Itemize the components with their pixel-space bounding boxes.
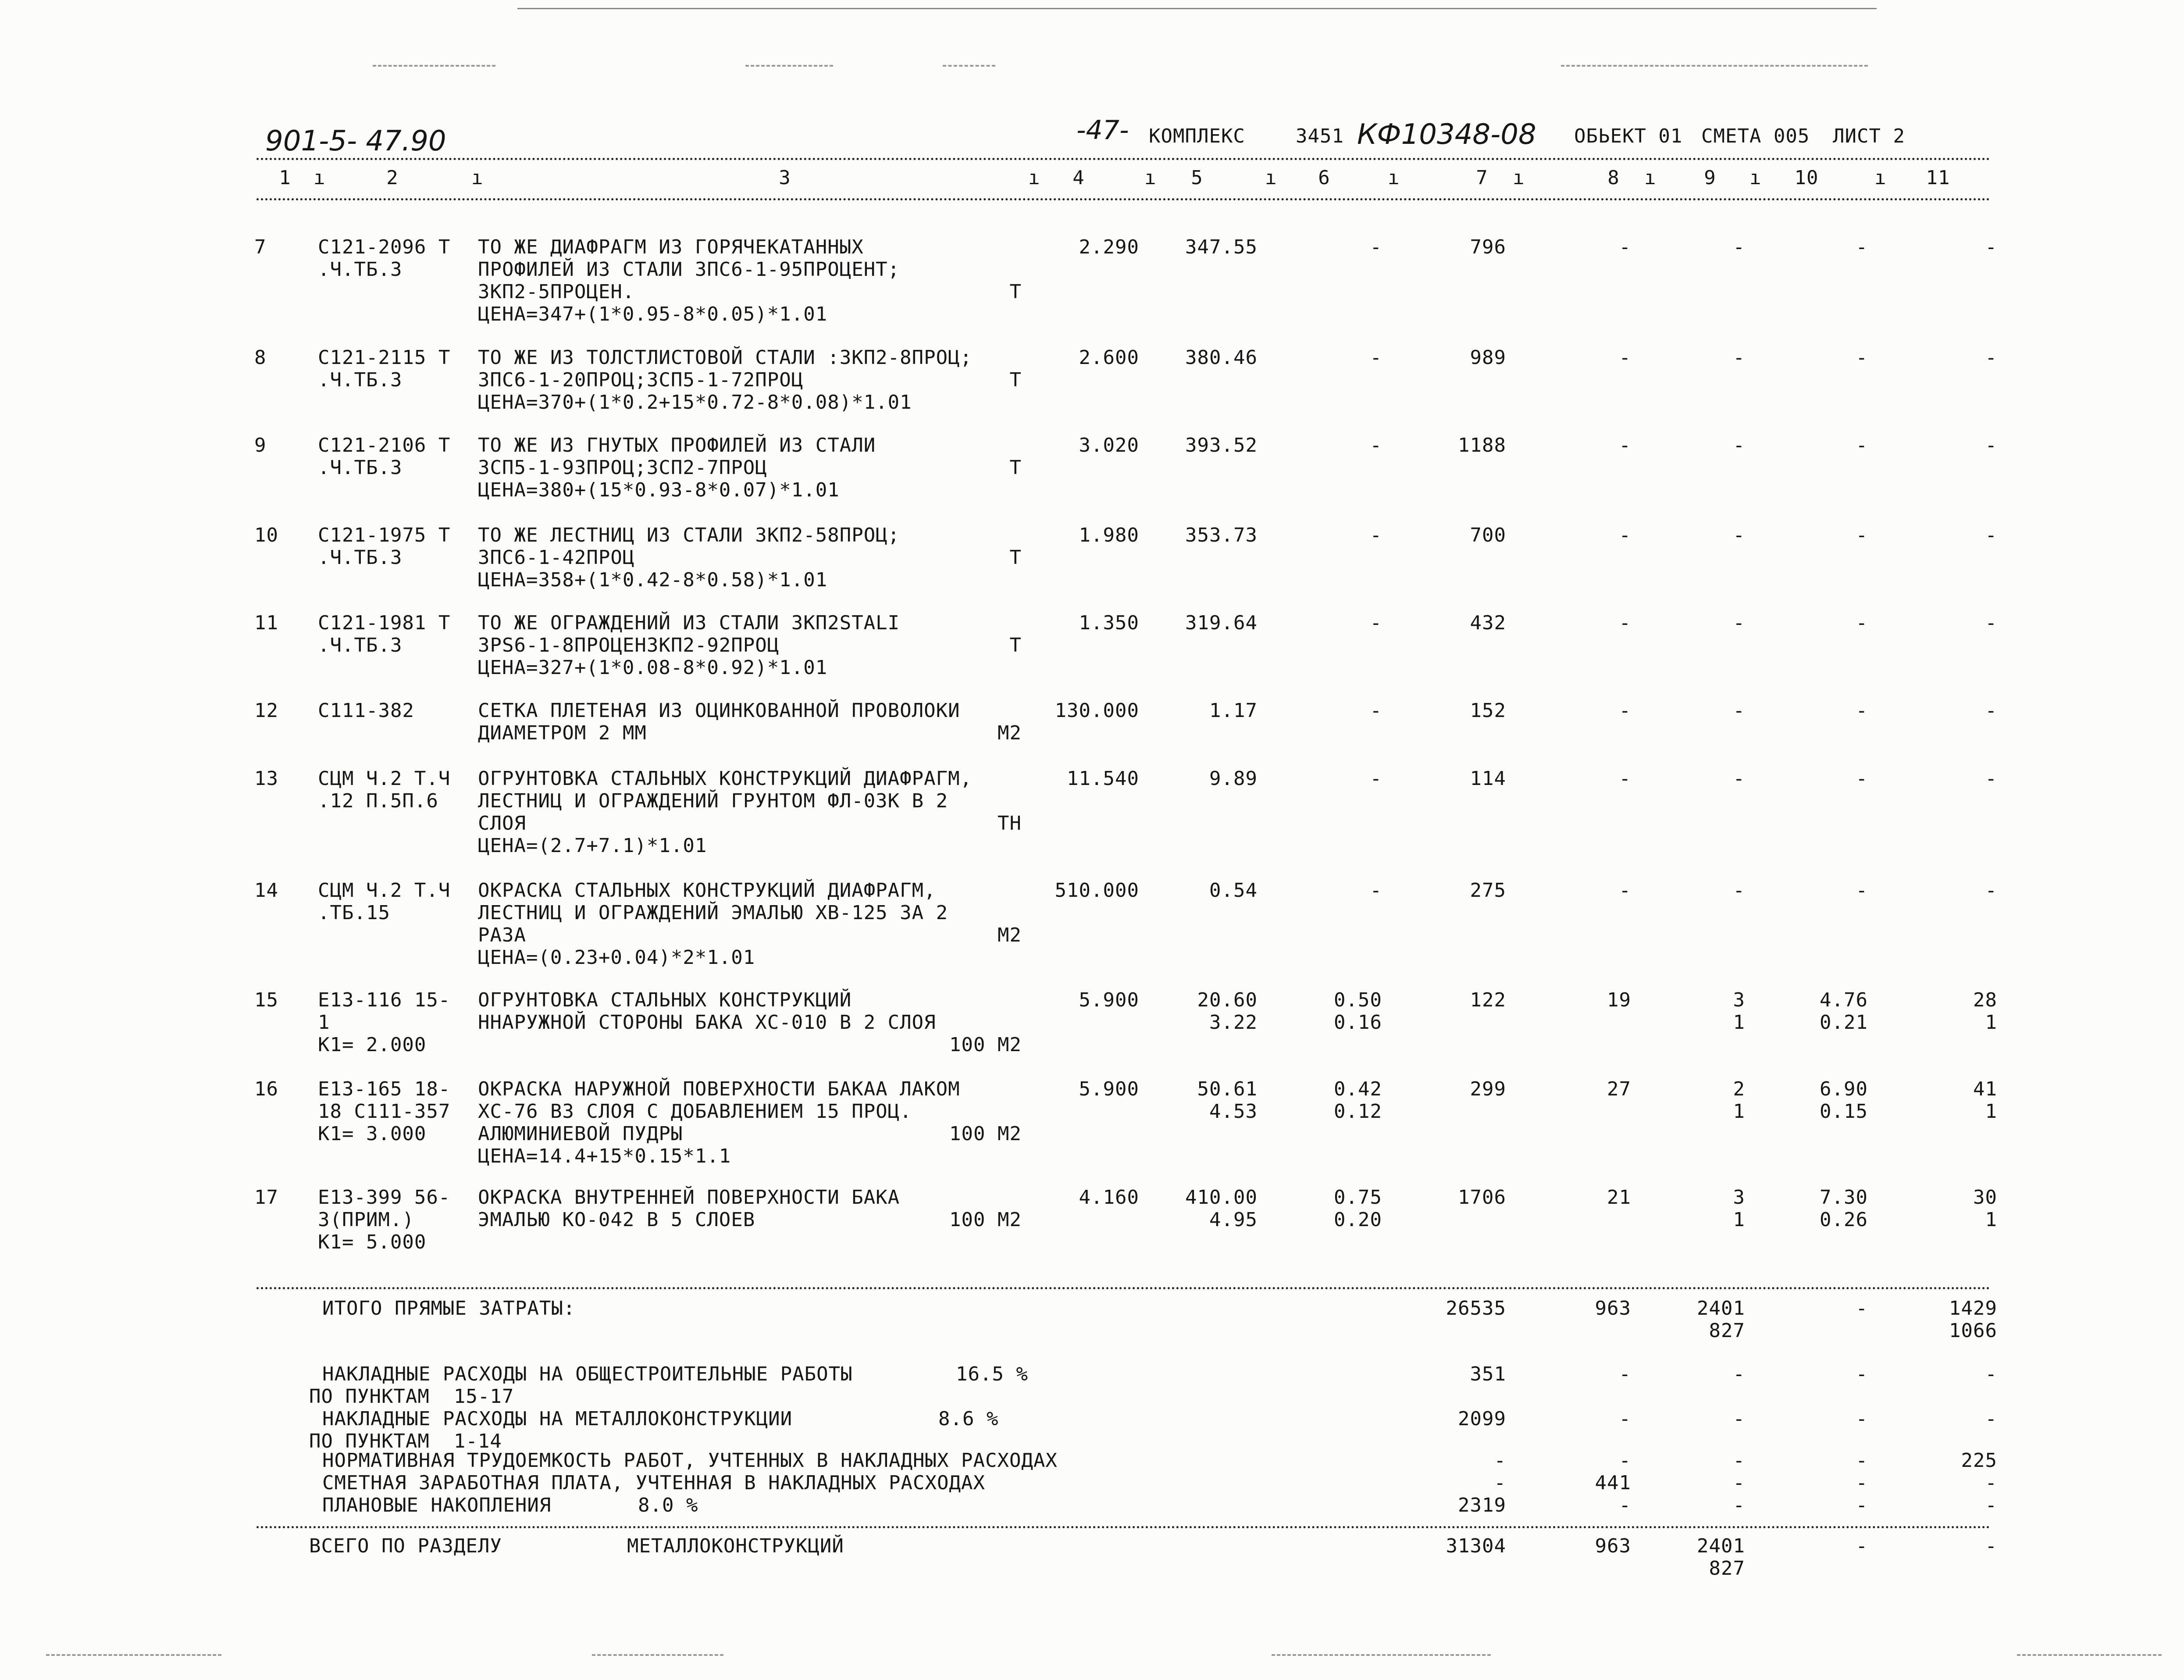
work-description: ДИАМЕТРОМ 2 ММ <box>478 722 647 744</box>
quantity-cell: 4.160 <box>1079 1186 1139 1209</box>
row-number: 10 <box>254 524 278 546</box>
work-description: ЦЕНА=380+(15*0.93-8*0.07)*1.01 <box>478 479 840 501</box>
work-description: 3СП5-1-93ПРОЦ;3СП2-7ПРОЦ <box>478 457 767 479</box>
price-code: Е13-116 15- <box>318 989 451 1011</box>
col8-cell: 19 <box>1607 989 1631 1011</box>
unit-price-cell: 4.53 <box>1209 1100 1258 1123</box>
quantity-cell: 1.980 <box>1079 524 1139 546</box>
page-number-handwritten: -47- <box>1076 115 1129 146</box>
total-cost-cell: 700 <box>1470 524 1506 546</box>
total-col11: - <box>1985 1494 1997 1516</box>
total-cost-cell: 796 <box>1470 236 1506 258</box>
col10-cell: 7.30 <box>1820 1186 1868 1209</box>
col8-cell: - <box>1619 346 1631 369</box>
price-code: К1= 3.000 <box>318 1123 427 1145</box>
price-code: .Ч.ТБ.3 <box>318 457 403 479</box>
col6-cell: - <box>1370 767 1382 790</box>
column-separator: ı <box>314 167 326 189</box>
col10-cell: - <box>1856 434 1868 457</box>
total-col7: 351 <box>1470 1363 1506 1385</box>
total-col10: - <box>1856 1408 1868 1430</box>
unit-of-measure: Т <box>1009 634 1022 656</box>
totals-rule-top <box>257 1287 1991 1289</box>
total-col7: 2099 <box>1458 1408 1506 1430</box>
project-code-handwritten: КФ10348-08 <box>1357 118 1536 151</box>
col9-cell: 3 <box>1733 1186 1745 1209</box>
unit-of-measure: Т <box>1009 457 1022 479</box>
work-description: ЦЕНА=327+(1*0.08-8*0.92)*1.01 <box>478 656 828 679</box>
row-number: 13 <box>254 767 278 790</box>
work-description: ОКРАСКА НАРУЖНОЙ ПОВЕРХНОСТИ БАКАА ЛАКОМ <box>478 1078 960 1100</box>
quantity-cell: 510.000 <box>1055 879 1139 902</box>
total-col9: - <box>1733 1472 1745 1494</box>
scan-artifact-dash <box>1272 1654 1491 1656</box>
scan-artifact-dash <box>46 1654 221 1656</box>
quantity-cell: 2.600 <box>1079 346 1139 369</box>
column-separator: ı <box>1144 167 1157 189</box>
column-separator: ı <box>1749 167 1762 189</box>
col11-cell: - <box>1985 699 1997 722</box>
column-header-3: 3 <box>779 167 791 189</box>
unit-price-cell: 4.95 <box>1209 1209 1258 1231</box>
col11-cell: - <box>1985 236 1997 258</box>
col6-cell: - <box>1370 346 1382 369</box>
col6-cell: - <box>1370 612 1382 634</box>
price-code: С121-2106 Т <box>318 434 451 457</box>
total-cost-cell: 1706 <box>1458 1186 1506 1209</box>
unit-price-cell: 319.64 <box>1185 612 1258 634</box>
price-code: С121-1975 Т <box>318 524 451 546</box>
total-col9: - <box>1733 1494 1745 1516</box>
total-cost-cell: 114 <box>1470 767 1506 790</box>
price-code: Е13-399 56- <box>318 1186 451 1209</box>
unit-price-cell: 20.60 <box>1197 989 1258 1011</box>
price-code: .Ч.ТБ.3 <box>318 258 403 281</box>
col11-cell: - <box>1985 612 1997 634</box>
quantity-cell: 3.020 <box>1079 434 1139 457</box>
unit-price-cell: 1.17 <box>1209 699 1258 722</box>
work-description: ЦЕНА=(2.7+7.1)*1.01 <box>478 835 707 857</box>
price-code: Е13-165 18- <box>318 1078 451 1100</box>
column-separator: ı <box>1265 167 1277 189</box>
col6-cell: 0.12 <box>1334 1100 1382 1123</box>
col9-cell: 1 <box>1733 1209 1745 1231</box>
total-col8: 441 <box>1595 1472 1631 1494</box>
col6-cell: 0.20 <box>1334 1209 1382 1231</box>
complex-label: КОМПЛЕКС <box>1149 125 1245 147</box>
price-code: СЦМ Ч.2 Т.Ч <box>318 767 451 790</box>
unit-of-measure: Т <box>1009 281 1022 303</box>
total-col9: - <box>1733 1449 1745 1472</box>
column-header-7: 7 <box>1476 167 1488 189</box>
unit-price-cell: 380.46 <box>1185 346 1258 369</box>
row-number: 9 <box>254 434 267 457</box>
col8-cell: - <box>1619 767 1631 790</box>
column-header-5: 5 <box>1191 167 1203 189</box>
col11-cell: 28 <box>1973 989 1997 1011</box>
total-col9: 827 <box>1709 1557 1745 1580</box>
scan-artifact-dash <box>943 65 995 67</box>
col9-cell: - <box>1733 699 1745 722</box>
work-description: ОКРАСКА СТАЛЬНЫХ КОНСТРУКЦИЙ ДИАФРАГМ, <box>478 879 936 902</box>
estimated-wage-label: СМЕТНАЯ ЗАРАБОТНАЯ ПЛАТА, УЧТЕННАЯ В НАКЛАДНЫХ РАСХОДАХ <box>322 1472 985 1494</box>
column-separator: ı <box>1028 167 1040 189</box>
work-description: СЛОЯ <box>478 812 526 835</box>
work-description: ЦЕНА=358+(1*0.42-8*0.58)*1.01 <box>478 569 828 591</box>
total-col9: 827 <box>1709 1320 1745 1342</box>
work-description: ПРОФИЛЕЙ ИЗ СТАЛИ 3ПС6-1-95ПРОЦЕНТ; <box>478 258 900 281</box>
col6-cell: - <box>1370 524 1382 546</box>
work-description: СЕТКА ПЛЕТЕНАЯ ИЗ ОЦИНКОВАННОЙ ПРОВОЛОКИ <box>478 699 960 722</box>
work-description: 3ПС6-1-42ПРОЦ <box>478 546 635 569</box>
price-code: 18 С111-357 <box>318 1100 451 1123</box>
total-col9: - <box>1733 1408 1745 1430</box>
column-header-11: 11 <box>1926 167 1950 189</box>
work-description: ЦЕНА=(0.23+0.04)*2*1.01 <box>478 946 755 969</box>
total-col9: 2401 <box>1697 1535 1745 1557</box>
col10-cell: 0.15 <box>1820 1100 1868 1123</box>
total-col8: - <box>1619 1449 1631 1472</box>
total-cost-cell: 1188 <box>1458 434 1506 457</box>
unit-of-measure: 100 М2 <box>949 1034 1022 1056</box>
total-cost-cell: 152 <box>1470 699 1506 722</box>
total-col11: 1066 <box>1949 1320 1997 1342</box>
total-col11: - <box>1985 1472 1997 1494</box>
col8-cell: - <box>1619 699 1631 722</box>
col9-cell: - <box>1733 612 1745 634</box>
work-description: ЦЕНА=370+(1*0.2+15*0.72-8*0.08)*1.01 <box>478 391 912 414</box>
overhead-general-items: ПО ПУНКТАМ 15-17 <box>309 1385 514 1408</box>
total-cost-cell: 989 <box>1470 346 1506 369</box>
work-description: ТО ЖЕ ОГРАЖДЕНИЙ ИЗ СТАЛИ 3КП2STALI <box>478 612 900 634</box>
total-col8: - <box>1619 1494 1631 1516</box>
column-separator: ı <box>1388 167 1400 189</box>
col11-cell: - <box>1985 879 1997 902</box>
total-col11: - <box>1985 1363 1997 1385</box>
work-description: 3КП2-5ПРОЦЕН. <box>478 281 635 303</box>
labor-intensity-label: НОРМАТИВНАЯ ТРУДОЕМКОСТЬ РАБОТ, УЧТЕННЫХ В НАКЛАДНЫХ РАСХОДАХ <box>322 1449 1058 1472</box>
section-name: МЕТАЛЛОКОНСТРУКЦИЙ <box>627 1535 844 1557</box>
unit-price-cell: 410.00 <box>1185 1186 1258 1209</box>
object-label: ОБЬЕКТ 01 <box>1574 125 1683 147</box>
row-number: 8 <box>254 346 267 369</box>
unit-of-measure: Т <box>1009 369 1022 391</box>
column-header-4: 4 <box>1072 167 1085 189</box>
work-description: ЦЕНА=14.4+15*0.15*1.1 <box>478 1145 731 1167</box>
quantity-cell: 5.900 <box>1079 989 1139 1011</box>
total-col7: 31304 <box>1446 1535 1506 1557</box>
row-number: 14 <box>254 879 278 902</box>
column-header-9: 9 <box>1704 167 1716 189</box>
overhead-general-label: НАКЛАДНЫЕ РАСХОДЫ НА ОБЩЕСТРОИТЕЛЬНЫЕ РАБОТЫ <box>322 1363 853 1385</box>
work-description: ТО ЖЕ ДИАФРАГМ ИЗ ГОРЯЧЕКАТАННЫХ <box>478 236 864 258</box>
quantity-cell: 11.540 <box>1067 767 1139 790</box>
row-number: 11 <box>254 612 278 634</box>
total-cost-cell: 299 <box>1470 1078 1506 1100</box>
unit-price-cell: 50.61 <box>1197 1078 1258 1100</box>
work-description: АЛЮМИНИЕВОЙ ПУДРЫ <box>478 1123 683 1145</box>
complex-number: 3451 <box>1296 125 1344 147</box>
work-description: ТО ЖЕ ИЗ ГНУТЫХ ПРОФИЛЕЙ ИЗ СТАЛИ <box>478 434 876 457</box>
col9-cell: 1 <box>1733 1011 1745 1034</box>
unit-price-cell: 9.89 <box>1209 767 1258 790</box>
scan-artifact-dash <box>373 65 495 67</box>
total-col7: - <box>1494 1472 1506 1494</box>
column-header-10: 10 <box>1794 167 1819 189</box>
unit-of-measure: Т <box>1009 546 1022 569</box>
total-col7: 2319 <box>1458 1494 1506 1516</box>
col10-cell: 4.76 <box>1820 989 1868 1011</box>
scan-artifact-dash <box>2017 1654 2162 1656</box>
col10-cell: - <box>1856 767 1868 790</box>
col6-cell: - <box>1370 236 1382 258</box>
row-number: 16 <box>254 1078 278 1100</box>
estimate-label: СМЕТА 005 <box>1701 125 1810 147</box>
totals-rule-bottom <box>257 1526 1991 1528</box>
price-code: С121-2115 Т <box>318 346 451 369</box>
quantity-cell: 130.000 <box>1055 699 1139 722</box>
quantity-cell: 2.290 <box>1079 236 1139 258</box>
column-header-1: 1 <box>279 167 291 189</box>
work-description: ОГРУНТОВКА СТАЛЬНЫХ КОНСТРУКЦИЙ ДИАФРАГМ, <box>478 767 973 790</box>
document-id-handwritten: 901-5- 47.90 <box>265 125 446 157</box>
work-description: ТО ЖЕ ЛЕСТНИЦ ИЗ СТАЛИ 3КП2-58ПРОЦ; <box>478 524 900 546</box>
col6-cell: 0.50 <box>1334 989 1382 1011</box>
col11-cell: - <box>1985 767 1997 790</box>
total-col9: 2401 <box>1697 1297 1745 1320</box>
col6-cell: - <box>1370 434 1382 457</box>
col10-cell: - <box>1856 346 1868 369</box>
price-code: .12 П.5П.6 <box>318 790 438 812</box>
price-code: .Ч.ТБ.3 <box>318 546 403 569</box>
col8-cell: 21 <box>1607 1186 1631 1209</box>
price-code: 3(ПРИМ.) <box>318 1209 414 1231</box>
col10-cell: - <box>1856 236 1868 258</box>
scan-artifact-dash <box>592 1654 723 1656</box>
price-code: С121-1981 Т <box>318 612 451 634</box>
col9-cell: 3 <box>1733 989 1745 1011</box>
scan-artifact-dash <box>745 65 833 67</box>
col6-cell: - <box>1370 879 1382 902</box>
work-description: ЛЕСТНИЦ И ОГРАЖДЕНИЙ ГРУНТОМ ФЛ-03К В 2 <box>478 790 948 812</box>
col11-cell: 1 <box>1985 1100 1997 1123</box>
total-col10: - <box>1856 1535 1868 1557</box>
total-col9: - <box>1733 1363 1745 1385</box>
total-col10: - <box>1856 1494 1868 1516</box>
price-code: .Ч.ТБ.3 <box>318 369 403 391</box>
direct-costs-label: ИТОГО ПРЯМЫЕ ЗАТРАТЫ: <box>322 1297 576 1320</box>
col11-cell: - <box>1985 524 1997 546</box>
col11-cell: 30 <box>1973 1186 1997 1209</box>
column-separator: ı <box>1513 167 1525 189</box>
price-code: .ТБ.15 <box>318 902 390 924</box>
work-description: РАЗА <box>478 924 526 946</box>
total-cost-cell: 432 <box>1470 612 1506 634</box>
row-number: 17 <box>254 1186 278 1209</box>
col11-cell: 1 <box>1985 1011 1997 1034</box>
price-code: К1= 5.000 <box>318 1231 427 1253</box>
col6-cell: - <box>1370 699 1382 722</box>
col8-cell: - <box>1619 612 1631 634</box>
unit-price-cell: 3.22 <box>1209 1011 1258 1034</box>
unit-of-measure: М2 <box>998 924 1022 946</box>
planned-savings-label: ПЛАНОВЫЕ НАКОПЛЕНИЯ <box>322 1494 552 1516</box>
work-description: ХС-76 В3 СЛОЯ С ДОБАВЛЕНИЕМ 15 ПРОЦ. <box>478 1100 912 1123</box>
price-code: 1 <box>318 1011 330 1034</box>
column-separator: ı <box>1874 167 1887 189</box>
total-cost-cell: 275 <box>1470 879 1506 902</box>
section-total-label: ВСЕГО ПО РАЗДЕЛУ <box>309 1535 502 1557</box>
total-cost-cell: 122 <box>1470 989 1506 1011</box>
planned-savings-pct: 8.0 % <box>638 1494 698 1516</box>
column-header-6: 6 <box>1318 167 1330 189</box>
col8-cell: - <box>1619 524 1631 546</box>
col6-cell: 0.42 <box>1334 1078 1382 1100</box>
col8-cell: - <box>1619 236 1631 258</box>
column-header-2: 2 <box>386 167 399 189</box>
column-separator: ı <box>1644 167 1657 189</box>
header-rule-bottom <box>257 198 1991 200</box>
overhead-metal-items: ПО ПУНКТАМ 1-14 <box>309 1430 502 1452</box>
work-description: ОГРУНТОВКА СТАЛЬНЫХ КОНСТРУКЦИЙ <box>478 989 852 1011</box>
col11-cell: - <box>1985 346 1997 369</box>
total-col11: 225 <box>1961 1449 1997 1472</box>
col8-cell: - <box>1619 879 1631 902</box>
work-description: ОКРАСКА ВНУТРЕННЕЙ ПОВЕРХНОСТИ БАКА <box>478 1186 900 1209</box>
total-col8: - <box>1619 1408 1631 1430</box>
total-col8: 963 <box>1595 1297 1631 1320</box>
row-number: 12 <box>254 699 278 722</box>
col10-cell: - <box>1856 524 1868 546</box>
col9-cell: - <box>1733 236 1745 258</box>
col10-cell: 0.26 <box>1820 1209 1868 1231</box>
total-col7: - <box>1494 1449 1506 1472</box>
col10-cell: 6.90 <box>1820 1078 1868 1100</box>
sheet-label: ЛИСТ 2 <box>1833 125 1905 147</box>
total-col10: - <box>1856 1472 1868 1494</box>
col10-cell: - <box>1856 879 1868 902</box>
col11-cell: - <box>1985 434 1997 457</box>
scan-artifact-dash <box>1561 65 1868 67</box>
col9-cell: - <box>1733 524 1745 546</box>
total-col7: 26535 <box>1446 1297 1506 1320</box>
col6-cell: 0.16 <box>1334 1011 1382 1034</box>
col8-cell: - <box>1619 434 1631 457</box>
overhead-metal-pct: 8.6 % <box>938 1408 999 1430</box>
work-description: ЛЕСТНИЦ И ОГРАЖДЕНИЙ ЭМАЛЬЮ ХВ-125 ЗА 2 <box>478 902 948 924</box>
unit-of-measure: ТН <box>998 812 1022 835</box>
work-description: ЦЕНА=347+(1*0.95-8*0.05)*1.01 <box>478 303 828 325</box>
col9-cell: - <box>1733 767 1745 790</box>
total-col8: - <box>1619 1363 1631 1385</box>
quantity-cell: 1.350 <box>1079 612 1139 634</box>
col9-cell: 2 <box>1733 1078 1745 1100</box>
unit-of-measure: М2 <box>998 722 1022 744</box>
overhead-general-pct: 16.5 % <box>956 1363 1028 1385</box>
row-number: 15 <box>254 989 278 1011</box>
unit-price-cell: 347.55 <box>1185 236 1258 258</box>
row-number: 7 <box>254 236 267 258</box>
work-description: 3PS6-1-8ПРОЦЕН3КП2-92ПРОЦ <box>478 634 780 656</box>
total-col8: 963 <box>1595 1535 1631 1557</box>
price-code: С111-382 <box>318 699 414 722</box>
overhead-metal-label: НАКЛАДНЫЕ РАСХОДЫ НА МЕТАЛЛОКОНСТРУКЦИИ <box>322 1408 793 1430</box>
column-separator: ı <box>471 167 484 189</box>
column-header-8: 8 <box>1607 167 1620 189</box>
work-description: ЭМАЛЬЮ КО-042 В 5 СЛОЕВ <box>478 1209 755 1231</box>
col11-cell: 41 <box>1973 1078 1997 1100</box>
header-rule-top <box>257 158 1991 160</box>
total-col10: - <box>1856 1363 1868 1385</box>
col9-cell: 1 <box>1733 1100 1745 1123</box>
unit-price-cell: 393.52 <box>1185 434 1258 457</box>
col6-cell: 0.75 <box>1334 1186 1382 1209</box>
price-code: К1= 2.000 <box>318 1034 427 1056</box>
unit-price-cell: 353.73 <box>1185 524 1258 546</box>
unit-of-measure: 100 М2 <box>949 1209 1022 1231</box>
work-description: ТО ЖЕ ИЗ ТОЛСТЛИСТОВОЙ СТАЛИ :3КП2-8ПРОЦ; <box>478 346 973 369</box>
price-code: .Ч.ТБ.3 <box>318 634 403 656</box>
col10-cell: - <box>1856 612 1868 634</box>
work-description: ННАРУЖНОЙ СТОРОНЫ БАКА ХС-010 В 2 СЛОЯ <box>478 1011 936 1034</box>
total-col11: - <box>1985 1535 1997 1557</box>
col9-cell: - <box>1733 434 1745 457</box>
quantity-cell: 5.900 <box>1079 1078 1139 1100</box>
unit-price-cell: 0.54 <box>1209 879 1258 902</box>
price-code: С121-2096 Т <box>318 236 451 258</box>
total-col10: - <box>1856 1449 1868 1472</box>
col10-cell: - <box>1856 699 1868 722</box>
scan-edge-line <box>517 8 1877 9</box>
work-description: 3ПС6-1-20ПРОЦ;3СП5-1-72ПРОЦ <box>478 369 804 391</box>
col10-cell: 0.21 <box>1820 1011 1868 1034</box>
total-col10: - <box>1856 1297 1868 1320</box>
col9-cell: - <box>1733 346 1745 369</box>
col8-cell: 27 <box>1607 1078 1631 1100</box>
total-col11: 1429 <box>1949 1297 1997 1320</box>
col11-cell: 1 <box>1985 1209 1997 1231</box>
total-col11: - <box>1985 1408 1997 1430</box>
unit-of-measure: 100 М2 <box>949 1123 1022 1145</box>
col9-cell: - <box>1733 879 1745 902</box>
price-code: СЦМ Ч.2 Т.Ч <box>318 879 451 902</box>
